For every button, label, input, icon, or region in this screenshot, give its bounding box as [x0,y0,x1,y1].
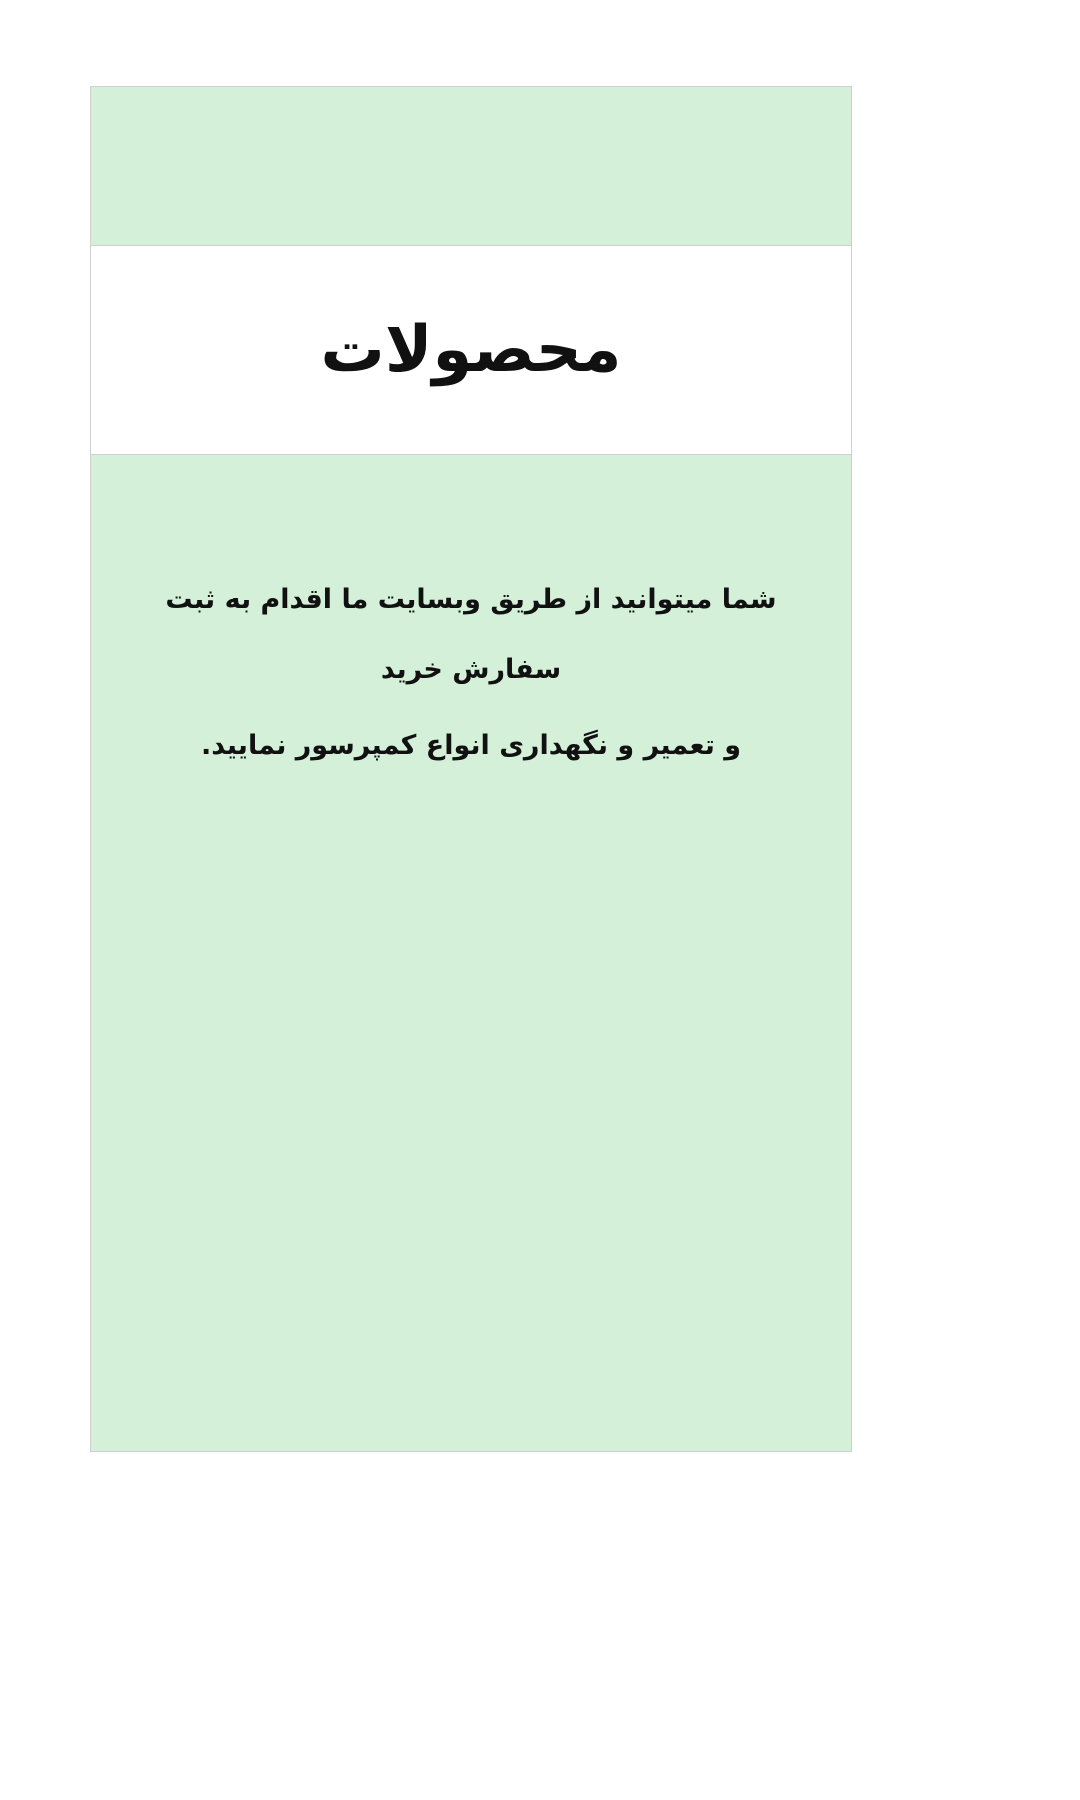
page-title: محصولات [320,312,622,387]
description-line-2: و تعمیر و نگهداری انواع کمپرسور نمایید. [200,730,742,762]
title-band [91,246,851,455]
content-card [90,86,852,1452]
description-block [131,565,811,782]
card-top-band [91,87,851,246]
description-line-1: شما میتوانید از طریق وبسایت ما اقدام به ثبت سفارش خرید [165,584,777,686]
card-body [91,455,851,1451]
